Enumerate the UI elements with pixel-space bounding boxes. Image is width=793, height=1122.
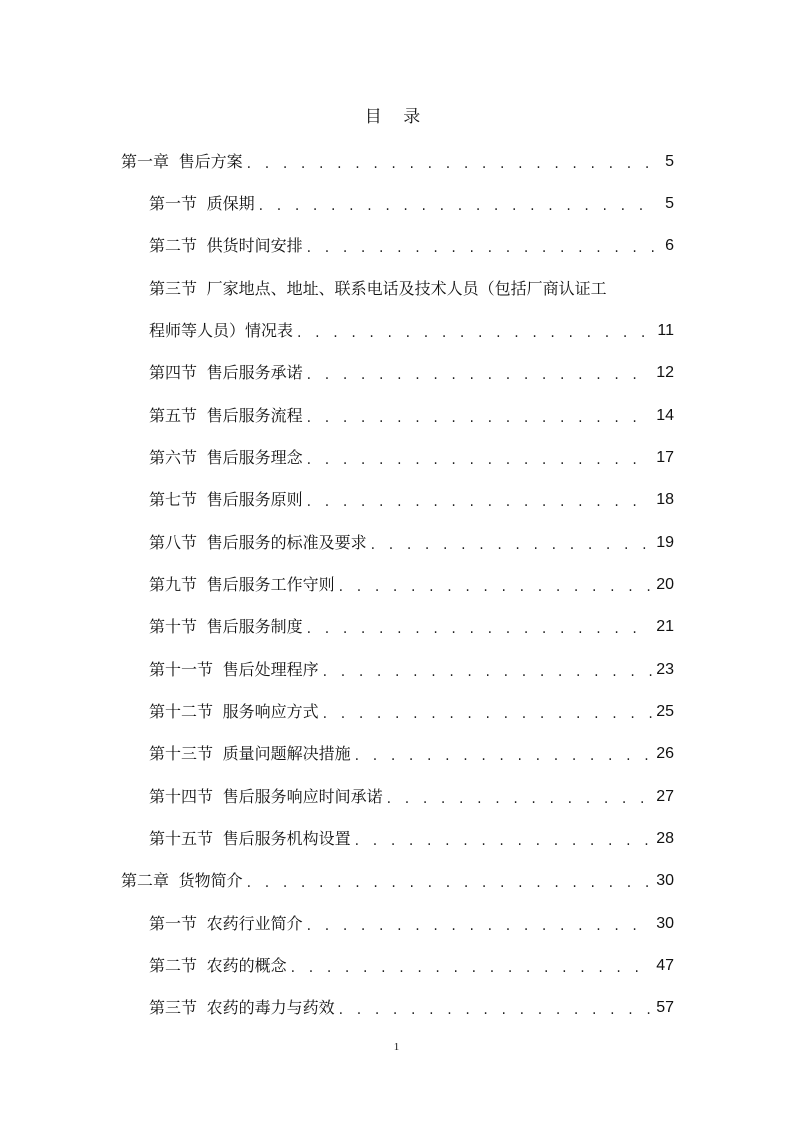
- toc-entry-label-continued: 程师等人员）情况表: [149, 321, 294, 340]
- toc-page-number: 30: [656, 915, 674, 932]
- toc-entry-label: 第二节 供货时间安排: [149, 236, 303, 255]
- toc-entry-section[interactable]: [149, 483, 674, 513]
- toc-page-number: 6: [665, 237, 674, 254]
- dot-leader: [387, 788, 653, 810]
- toc-page-number: 26: [656, 745, 674, 762]
- toc-page-number: 5: [665, 153, 674, 170]
- page-number-footer: 1: [393, 1041, 400, 1053]
- dot-leader: [371, 534, 653, 556]
- toc-entry-section-wrapped[interactable]: [149, 272, 674, 302]
- toc-entry-section[interactable]: [149, 822, 674, 852]
- dot-leader: [355, 745, 653, 767]
- toc-entry-chapter-2[interactable]: [121, 864, 674, 894]
- dot-leader: [307, 237, 656, 259]
- dot-leader: [297, 322, 653, 344]
- toc-entry-label: 第一节 农药行业简介: [149, 914, 303, 933]
- toc-entry-label: 第一节 质保期: [149, 194, 255, 213]
- toc-page-number: 28: [656, 830, 674, 847]
- dot-leader: [259, 195, 656, 217]
- toc-page-number: 47: [656, 957, 674, 974]
- toc-entry-section[interactable]: [149, 187, 674, 217]
- toc-entry-label: 第九节 售后服务工作守则: [149, 575, 335, 594]
- toc-page-number: 57: [656, 999, 674, 1016]
- toc-title: 目 录: [364, 107, 429, 127]
- dot-leader: [291, 957, 653, 979]
- toc-page-number: 17: [656, 449, 674, 466]
- toc-entry-section[interactable]: [149, 526, 674, 556]
- toc-entry-chapter-1[interactable]: [121, 145, 674, 175]
- dot-leader: [307, 915, 653, 937]
- toc-entry-section[interactable]: [149, 399, 674, 429]
- dot-leader: [323, 703, 653, 725]
- toc-entry-section[interactable]: [149, 737, 674, 767]
- dot-leader: [307, 491, 653, 513]
- toc-page-number: 30: [656, 872, 674, 889]
- toc-entry-section[interactable]: [149, 780, 674, 810]
- toc-entry-label: 第十节 售后服务制度: [149, 617, 303, 636]
- toc-entry-label: 第七节 售后服务原则: [149, 490, 303, 509]
- dot-leader: [307, 407, 653, 429]
- dot-leader: [339, 576, 653, 598]
- toc-entry-label: 第三节 厂家地点、地址、联系电话及技术人员（包括厂商认证工: [149, 279, 607, 298]
- toc-entry-label: 第十一节 售后处理程序: [149, 660, 319, 679]
- toc-entry-label: 第十二节 服务响应方式: [149, 702, 319, 721]
- toc-entry-section[interactable]: [149, 356, 674, 386]
- toc-entry-label: 第四节 售后服务承诺: [149, 363, 303, 382]
- toc-entry-section[interactable]: [149, 441, 674, 471]
- toc-page-number: 25: [656, 703, 674, 720]
- toc-page-number: 11: [657, 322, 674, 339]
- toc-entry-section-continuation[interactable]: [149, 314, 674, 344]
- toc-entry-section[interactable]: [149, 907, 674, 937]
- dot-leader: [247, 153, 656, 175]
- toc-entry-label: 第八节 售后服务的标准及要求: [149, 533, 367, 552]
- dot-leader: [339, 999, 653, 1021]
- dot-leader: [323, 661, 653, 683]
- toc-entry-section[interactable]: [149, 695, 674, 725]
- toc-entry-label: 第五节 售后服务流程: [149, 406, 303, 425]
- toc-page-number: 23: [656, 661, 674, 678]
- toc-page-number: 27: [656, 788, 674, 805]
- dot-leader: [247, 872, 653, 894]
- toc-page-number: 19: [656, 534, 674, 551]
- toc-page-number: 20: [656, 576, 674, 593]
- dot-leader: [307, 618, 653, 640]
- toc-page-number: 12: [656, 364, 674, 381]
- toc-entry-section[interactable]: [149, 229, 674, 259]
- toc-entry-label: 第六节 售后服务理念: [149, 448, 303, 467]
- toc-entry-section[interactable]: [149, 610, 674, 640]
- toc-entry-label: 第二章 货物简介: [121, 871, 243, 890]
- toc-entry-section[interactable]: [149, 653, 674, 683]
- dot-leader: [355, 830, 653, 852]
- toc-page-number: 21: [656, 618, 674, 635]
- toc-entry-label: 第三节 农药的毒力与药效: [149, 998, 335, 1017]
- toc-entry-label: 第一章 售后方案: [121, 152, 243, 171]
- toc-entry-label: 第十五节 售后服务机构设置: [149, 829, 351, 848]
- toc-entry-label: 第十三节 质量问题解决措施: [149, 744, 351, 763]
- dot-leader: [307, 364, 653, 386]
- toc-page-number: 14: [656, 407, 674, 424]
- toc-entry-section[interactable]: [149, 568, 674, 598]
- toc-page-number: 5: [665, 195, 674, 212]
- toc-page-number: 18: [656, 491, 674, 508]
- toc-entry-label: 第二节 农药的概念: [149, 956, 287, 975]
- toc-entry-section[interactable]: [149, 991, 674, 1021]
- dot-leader: [307, 449, 653, 471]
- toc-entry-label: 第十四节 售后服务响应时间承诺: [149, 787, 383, 806]
- toc-entry-section[interactable]: [149, 949, 674, 979]
